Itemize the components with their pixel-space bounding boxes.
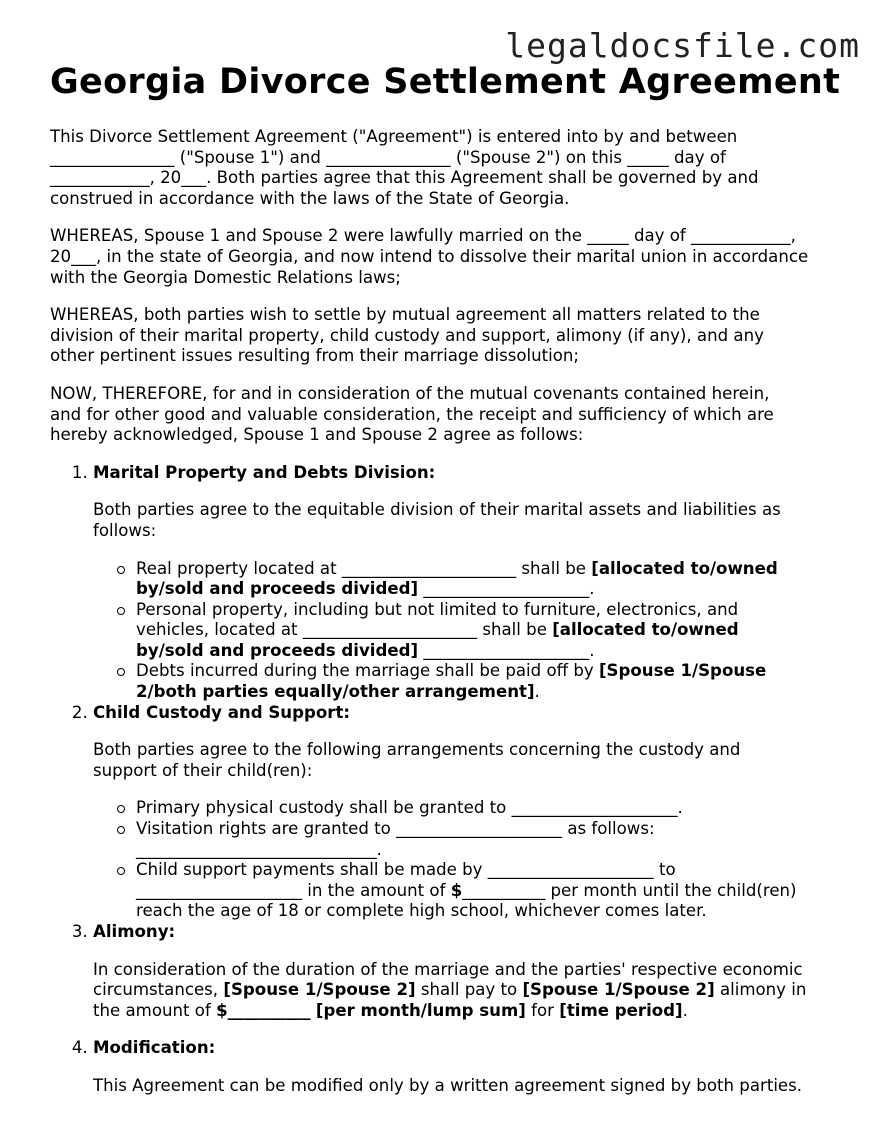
body-text: shall pay to	[415, 980, 523, 1000]
whereas-line: other pertinent issues resulting from their marriage dissolution;	[50, 346, 580, 366]
now-therefore-paragraph	[50, 384, 850, 446]
document-body	[50, 127, 850, 1114]
section-modification	[93, 1038, 850, 1096]
list-item	[136, 798, 850, 819]
whereas-line: WHEREAS, both parties wish to settle by mutual agreement all matters related to the	[50, 305, 760, 325]
item-option: [time period]	[559, 1000, 683, 1020]
item-text: ____________________ in the amount of	[136, 880, 451, 900]
now-therefore-line: hereby acknowledged, Spouse 1 and Spouse 2 agree as follows:	[50, 425, 584, 445]
item-text: Real property located at _____________________ shall be	[136, 558, 592, 578]
intro-line: _______________ ("Spouse 1") and _______________ ("Spouse 2") on this _____ day of	[50, 147, 726, 167]
item-text: .	[534, 682, 540, 702]
body-text: alimony in	[714, 980, 807, 1000]
list-item	[136, 559, 850, 600]
item-text: Primary physical custody shall be granted to ____________________.	[136, 798, 683, 818]
body-line: Both parties agree to the equitable division of their marital assets and liabilities as	[93, 500, 781, 520]
item-option: by/sold and proceeds divided]	[136, 579, 419, 599]
list-item	[136, 661, 850, 702]
item-text: reach the age of 18 or complete high school, whichever comes later.	[136, 901, 707, 921]
site-watermark: legaldocsfile.com	[505, 26, 860, 65]
whereas-line: WHEREAS, Spouse 1 and Spouse 2 were lawfully married on the _____ day of ____________,	[50, 226, 796, 246]
custody-items	[93, 798, 850, 922]
item-option: $__________	[216, 1000, 311, 1020]
item-text: Child support payments shall be made by ____________________ to	[136, 860, 676, 880]
body-line: This Agreement can be modified only by a written agreement signed by both parties.	[93, 1075, 803, 1095]
body-text: for	[525, 1000, 560, 1020]
section-body	[93, 1076, 850, 1097]
whereas-line: division of their marital property, child custody and support, alimony (if any), and any	[50, 325, 764, 345]
list-item	[136, 860, 850, 922]
item-text: ____________________.	[418, 579, 595, 599]
body-text: circumstances,	[93, 980, 224, 1000]
item-option: [per month/lump sum]	[315, 1000, 526, 1020]
agreement-sections	[50, 463, 850, 1097]
section-heading: 1. Marital Property and Debts Division:	[93, 462, 436, 482]
section-body	[93, 960, 850, 1022]
body-line: Both parties agree to the following arrangements concerning the custody and	[93, 740, 741, 760]
intro-line: This Divorce Settlement Agreement ("Agreement") is entered into by and between	[50, 127, 738, 146]
body-text: .	[682, 1000, 688, 1020]
item-text: Debts incurred during the marriage shall be paid off by	[136, 661, 599, 681]
list-item	[136, 600, 850, 662]
section-body	[93, 500, 850, 541]
intro-line: ____________, 20___. Both parties agree that this Agreement shall be governed by and	[50, 168, 759, 188]
body-line: follows:	[93, 520, 157, 540]
whereas-line: with the Georgia Domestic Relations laws;	[50, 267, 401, 287]
body-line: In consideration of the duration of the marriage and the parties' respective economic	[93, 959, 803, 979]
item-text: Visitation rights are granted to ____________________ as follows:	[136, 819, 655, 839]
intro-paragraph	[50, 127, 850, 209]
whereas-marriage-paragraph	[50, 226, 850, 288]
section-heading: 3. Alimony:	[93, 922, 176, 941]
whereas-line: 20___, in the state of Georgia, and now intend to dissolve their marital union in accordance	[50, 246, 809, 266]
item-text: Personal property, including but not limited to furniture, electronics, and	[136, 599, 739, 619]
now-therefore-line: and for other good and valuable consideration, the receipt and sufficiency of which are	[50, 404, 774, 424]
section-heading: 2. Child Custody and Support:	[93, 702, 351, 722]
item-option: by/sold and proceeds divided]	[136, 640, 419, 660]
section-custody	[93, 703, 850, 922]
item-option: 2/both parties equally/other arrangement]	[136, 682, 535, 702]
body-line: support of their child(ren):	[93, 760, 313, 780]
whereas-settlement-paragraph	[50, 305, 850, 367]
section-body	[93, 740, 850, 781]
document-title: Georgia Divorce Settlement Agreement	[50, 62, 841, 102]
item-text: ____________________.	[418, 640, 595, 660]
item-text: _____________________________.	[136, 839, 382, 859]
intro-line: construed in accordance with the laws of the State of Georgia.	[50, 188, 570, 208]
item-option: [Spouse 1/Spouse 2]	[522, 980, 715, 1000]
body-text: the amount of	[93, 1000, 217, 1020]
section-property	[93, 463, 850, 703]
item-option: [allocated to/owned	[591, 558, 778, 578]
item-text: __________ per month until the child(ren)	[462, 880, 797, 900]
item-option: [allocated to/owned	[552, 620, 739, 640]
item-text: vehicles, located at _____________________ shall be	[136, 620, 553, 640]
property-items	[93, 559, 850, 703]
item-option: [Spouse 1/Spouse	[598, 661, 767, 681]
now-therefore-line: NOW, THEREFORE, for and in consideration of the mutual covenants contained herein,	[50, 383, 770, 403]
item-option: $	[450, 880, 463, 900]
list-item	[136, 819, 850, 860]
section-alimony	[93, 922, 850, 1021]
item-option: [Spouse 1/Spouse 2]	[223, 980, 416, 1000]
section-heading: 4. Modification:	[93, 1038, 216, 1058]
